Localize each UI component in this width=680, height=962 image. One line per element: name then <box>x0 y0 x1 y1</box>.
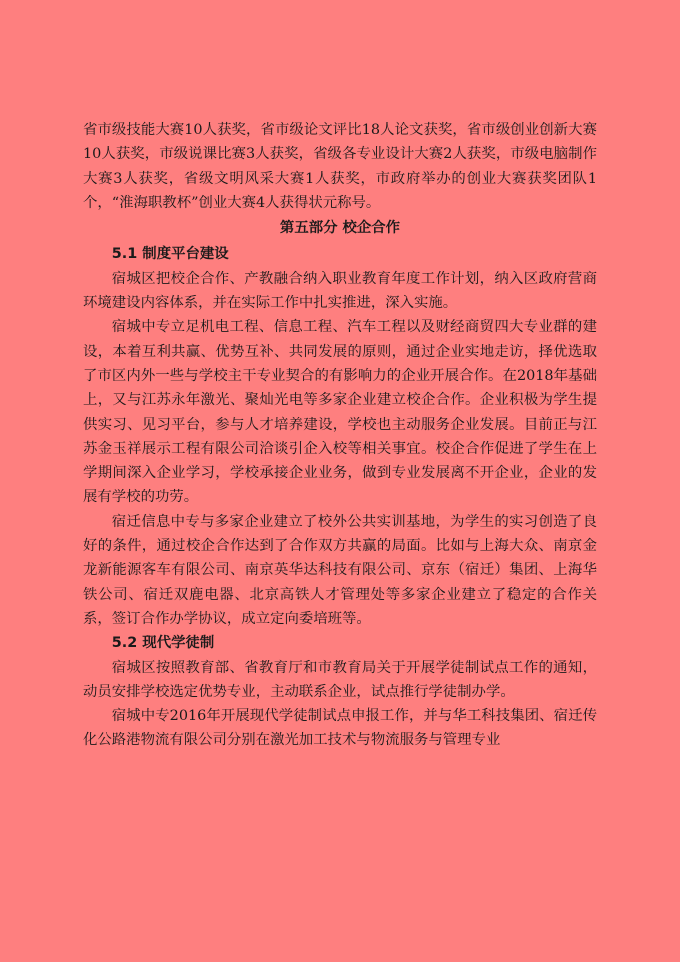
paragraph-apprenticeship-pilot: 宿城中专2016年开展现代学徒制试点申报工作，并与华工科技集团、宿迁传化公路港物流有限公司分别在激光加工技术与物流服务与管理专业 <box>83 708 597 749</box>
section-5-2-heading: 5.2 现代学徒制 <box>111 635 215 652</box>
paragraph-apprenticeship-notice: 宿城区按照教育部、省教育厅和市教育局关于开展学徒制试点工作的通知，动员安排学校选定优势专业，主动联系企业，试点推行学徒制办学。 <box>83 659 597 700</box>
paragraph-awards: 省市级技能大赛10人获奖，省市级论文评比18人论文获奖，省市级创业创新大赛10人获奖，市级说课比赛3人获奖，省级各专业设计大赛2人获奖，市级电脑制作大赛3人获奖，省级文明风采大赛1人获奖，市政府举办的创业大赛获奖团队1个，“淮海职教杯”创业大赛4人获得状元称号。 <box>83 122 597 211</box>
document-page <box>83 118 597 753</box>
paragraph-suqian-info-school: 宿迁信息中专与多家企业建立了校外公共实训基地，为学生的实习创造了良好的条件，通过校企合作达到了合作双方共赢的局面。比如与上海大众、南京金龙新能源客车有限公司、南京英华达科技有限公司、京东（宿迁）集团、上海华铁公司、宿迁双鹿电器、北京高铁人才管理处等多家企业建立了稳定的合作关系，签订合作办学协议，成立定向委培班等。 <box>83 513 597 627</box>
paragraph-district-plan: 宿城区把校企合作、产教融合纳入职业教育年度工作计划，纳入区政府营商环境建设内容体系，并在实际工作中扎实推进，深入实施。 <box>83 270 597 312</box>
paragraph-sucheng-school: 宿城中专立足机电工程、信息工程、汽车工程以及财经商贸四大专业群的建设，本着互利共赢、优势互补、共同发展的原则，通过企业实地走访，择优选取了市区内外一些与学校主干专业契合的有影响力的企业开展合作。在2018年基础上，又与江苏永年激光、聚灿光电等多家企业建立校企合作。企业积极为学生提供实习、见习平台，参与人才培养建设，学校也主动服务企业发展。目前正与江苏金玉祥展示工程有限公司洽谈引企入校等相关事宜。校企合作促进了学生在上学期间深入企业学习，学校承接企业业务，做到专业发展离不开企业，企业的发展有学校的功劳。 <box>83 319 597 506</box>
part-five-heading: 第五部分 校企合作 <box>279 220 401 237</box>
section-5-1-heading: 5.1 制度平台建设 <box>111 246 229 263</box>
